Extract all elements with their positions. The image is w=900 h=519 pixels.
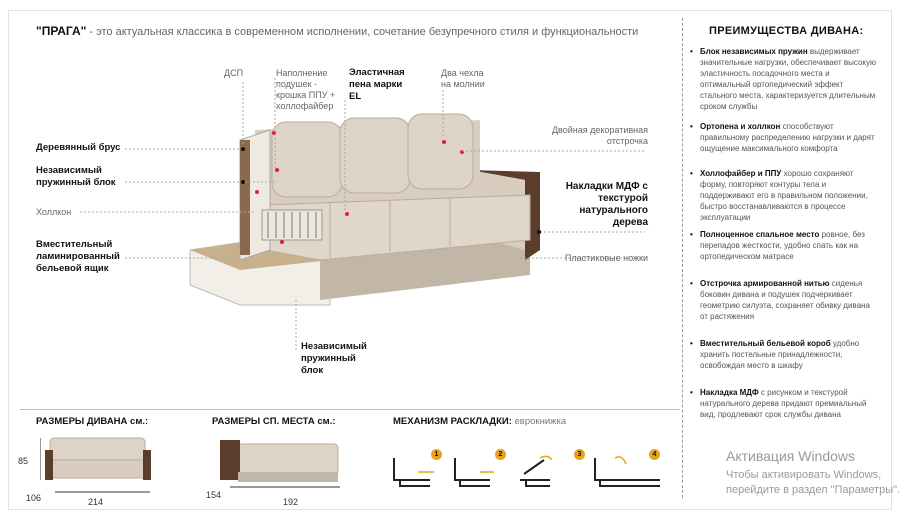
bed-width: 192	[283, 497, 299, 507]
callout-foam: Эластичная пена марки EL	[349, 67, 405, 102]
callout-filling: Наполнение подушек - крошка ППУ + холлофайбер	[276, 68, 336, 111]
callout-spring-block-left: Независимый пружинный блок	[36, 165, 116, 188]
sofa-dimensions-title: РАЗМЕРЫ ДИВАНА см.:	[36, 416, 149, 427]
mechanism-step-1: 1	[431, 449, 442, 460]
advantage-item: • Отстрочка армированной нитью сиденья боковин дивана и подушек подчеркивает геометрию силуэта, сохраняет обивку дивана от растяжения	[690, 279, 870, 321]
mechanism-step-3: 3	[574, 449, 585, 460]
mechanism-step-4: 4	[649, 449, 660, 460]
bed-dimensions-title: РАЗМЕРЫ СП. МЕСТА см.:	[212, 416, 336, 427]
callout-dot	[241, 147, 245, 151]
windows-activation-text: Чтобы активировать Windows, перейдите в раздел "Параметры".	[726, 469, 900, 496]
callout-legs: Пластиковые ножки	[564, 253, 648, 263]
advantage-item: • Полноценное спальное место ровное, без перепадов жесткости, удобно спать как на ортопедическом матрасе	[690, 230, 865, 261]
advantage-item: • Ортопена и холлкон способствуют правильному распределению нагрузки и дарят ощущение максимального комфорта	[690, 122, 875, 153]
callout-mdf-panels: Накладки МДФ с текстурой натурального дерева	[565, 181, 648, 228]
callout-wood-beam: Деревянный брус	[36, 142, 121, 153]
callout-covers: Два чехла на молнии	[441, 68, 485, 89]
advantage-item: • Холлофайбер и ППУ хорошо сохраняют форму, повторяют контуры тела и поддерживают его в правильном положении, быстро восстанавливаются в процессе эксплуатации	[690, 169, 868, 222]
callout-storage-box: Вместительный ламинированный бельевой ящик	[36, 239, 120, 274]
callout-dot	[241, 180, 245, 184]
sofa-dimensions-icon	[40, 430, 160, 500]
callout-spring-block-bottom: Независимый пружинный блок	[301, 341, 367, 376]
callout-stitching: Двойная декоративная отстрочка	[551, 125, 648, 146]
header-tagline: - это актуальная классика в современном исполнении, сочетание безупречного стиля и функциональности	[86, 26, 639, 38]
column-divider	[682, 18, 683, 498]
sofa-height: 85	[18, 456, 29, 466]
brand-name: "ПРАГА"	[36, 24, 87, 38]
advantage-item: • Накладка МДФ с рисунком и текстурой натурального дерева придают премиальный вид, продлевают срок службы дивана	[690, 388, 867, 419]
bed-dimensions-icon	[210, 432, 345, 497]
callout-dot	[537, 230, 541, 234]
mechanism-step-2: 2	[495, 449, 506, 460]
advantage-item: • Блок независимых пружин выдерживает значительные нагрузки, обеспечивает высокую эластичность посадочного места и оптимальный ортопедический эффект стального места, характеризуется длительным сроком службы	[690, 47, 877, 111]
callout-hollcon: Холлкон	[36, 207, 72, 217]
mechanism-title: МЕХАНИЗМ РАСКЛАДКИ: еврокнижка	[393, 416, 567, 427]
sofa-depth: 106	[26, 493, 42, 503]
advantages-title: ПРЕИМУЩЕСТВА ДИВАНА:	[709, 25, 864, 37]
windows-activation-title: Активация Windows	[726, 448, 856, 464]
callout-dsp: ДСП	[224, 68, 244, 78]
bed-depth: 154	[206, 490, 222, 500]
section-divider	[20, 409, 680, 410]
advantage-item: • Вместительный бельевой короб удобно хранить постельные принадлежности, освобождая место в шкафу	[690, 339, 860, 370]
mechanism-subtitle: еврокнижка	[511, 416, 567, 427]
sofa-width: 214	[88, 497, 104, 507]
